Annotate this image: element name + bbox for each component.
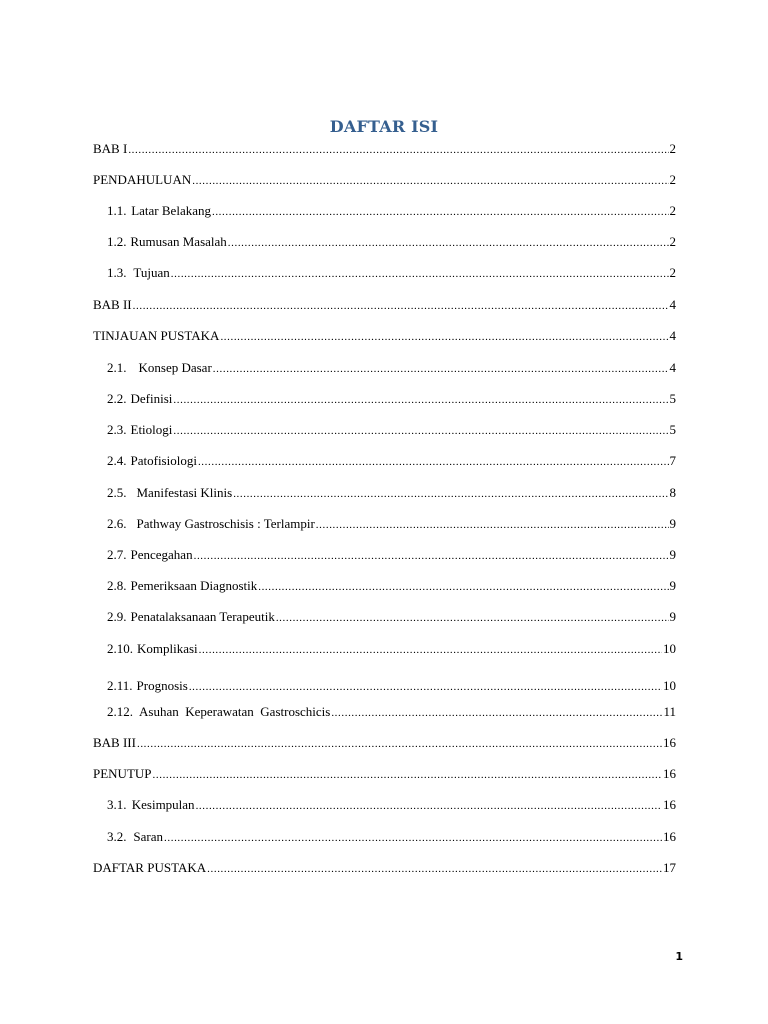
toc-entry-2-12[interactable]: [107, 704, 676, 722]
toc-entry-label: BAB I: [93, 141, 128, 156]
toc-entry-2-10[interactable]: [107, 641, 676, 659]
toc-entry-3-2[interactable]: [107, 829, 676, 847]
toc-entry-label: Prognosis: [136, 678, 188, 693]
toc-entry-label: PENUTUP: [93, 766, 152, 781]
toc-entry-label: BAB II: [93, 297, 132, 312]
toc-entry-number: 2.11.: [107, 678, 133, 693]
toc-entry-number: 2.6.: [107, 516, 127, 531]
toc-entry-2-3[interactable]: [107, 422, 676, 440]
toc-entry-page: 16: [663, 797, 676, 812]
toc-entry-label: Patofisiologi: [130, 453, 197, 468]
toc-entry-page: 8: [669, 485, 676, 500]
toc-entry-number: 2.1.: [107, 360, 127, 375]
dot-leader: [220, 331, 668, 343]
toc-entry-number: 2.4.: [107, 453, 127, 468]
toc-title: DAFTAR ISI: [329, 117, 439, 136]
dot-leader: [192, 175, 668, 187]
toc-entry-page: 11: [663, 704, 676, 719]
dot-leader: [173, 394, 668, 406]
toc-entry-2-7[interactable]: [107, 547, 676, 565]
toc-entry-page: 16: [663, 829, 676, 844]
toc-entry-label: Asuhan Keperawatan Gastroschicis: [139, 704, 331, 719]
toc-entry-2-5[interactable]: [107, 485, 676, 503]
toc-entry-2-1[interactable]: [107, 360, 676, 378]
toc-entry-label: BAB III: [93, 735, 136, 750]
toc-entry-label: Konsep Dasar: [138, 360, 212, 375]
toc-entry-number: 1.1.: [107, 203, 127, 218]
toc-entry-page: 9: [669, 547, 676, 562]
dot-leader: [153, 769, 662, 781]
dot-leader: [331, 707, 662, 719]
dot-leader: [228, 237, 669, 249]
toc-entry-2-8[interactable]: [107, 578, 676, 596]
toc-entry-number: 2.9.: [107, 609, 127, 624]
toc-entry-tinjauan-pustaka[interactable]: [93, 328, 676, 346]
dot-leader: [212, 206, 669, 218]
toc-entry-number: 3.1.: [107, 797, 127, 812]
toc-entry-page: 5: [669, 422, 676, 437]
toc-entry-page: 16: [663, 766, 676, 781]
dot-leader: [137, 738, 662, 750]
dot-leader: [258, 581, 668, 593]
toc-entry-label: Manifestasi Klinis: [136, 485, 233, 500]
toc-entry-number: 2.3.: [107, 422, 127, 437]
toc-entry-label: Pemeriksaan Diagnostik: [130, 578, 258, 593]
dot-leader: [233, 488, 668, 500]
toc-entry-daftar-pustaka[interactable]: [93, 860, 676, 878]
toc-entry-label: Pencegahan: [130, 547, 193, 562]
dot-leader: [213, 363, 669, 375]
toc-entry-3-1[interactable]: [107, 797, 676, 815]
toc-entry-penutup[interactable]: [93, 766, 676, 784]
dot-leader: [276, 612, 669, 624]
toc-entry-label: Definisi: [130, 391, 173, 406]
toc-entry-number: 2.8.: [107, 578, 127, 593]
toc-entry-2-9[interactable]: [107, 609, 676, 627]
toc-entry-2-2[interactable]: [107, 391, 676, 409]
toc-entry-number: 1.2.: [107, 234, 127, 249]
toc-entry-page: 2: [669, 172, 676, 187]
toc-entry-label: Rumusan Masalah: [130, 234, 227, 249]
toc-entry-label: Latar Belakang: [131, 203, 211, 218]
toc-entry-number: 1.3.: [107, 265, 127, 280]
dot-leader: [196, 800, 662, 812]
toc-entry-label: Tujuan: [133, 265, 170, 280]
toc-entry-page: 9: [669, 578, 676, 593]
toc-entry-label: Pathway Gastroschisis : Terlampir: [136, 516, 315, 531]
toc-entry-1-3[interactable]: [107, 265, 676, 283]
toc-entry-label: PENDAHULUAN: [93, 172, 192, 187]
toc-entry-page: 17: [663, 860, 676, 875]
toc-entry-label: Etiologi: [130, 422, 173, 437]
toc-entry-page: 4: [669, 360, 676, 375]
dot-leader: [171, 268, 669, 280]
toc-entry-page: 10: [663, 678, 676, 693]
toc-entry-2-11[interactable]: [107, 678, 676, 696]
toc-entry-page: 10: [663, 641, 676, 656]
toc-entry-page: 4: [669, 297, 676, 312]
dot-leader: [207, 863, 662, 875]
toc-entry-page: 4: [669, 328, 676, 343]
toc-entry-page: 2: [669, 234, 676, 249]
toc-entry-number: 2.5.: [107, 485, 127, 500]
toc-entry-label: TINJAUAN PUSTAKA: [93, 328, 220, 343]
toc-entry-label: Penatalaksanaan Terapeutik: [130, 609, 275, 624]
toc-entry-label: Komplikasi: [137, 641, 198, 656]
toc-entry-label: Kesimpulan: [131, 797, 195, 812]
toc-entry-page: 2: [669, 141, 676, 156]
toc-entry-1-1[interactable]: [107, 203, 676, 221]
toc-entry-page: 2: [669, 265, 676, 280]
toc-entry-2-6[interactable]: [107, 516, 676, 534]
toc-entry-bab-3[interactable]: [93, 735, 676, 753]
toc-entry-number: 2.10.: [107, 641, 133, 656]
toc-entry-label: DAFTAR PUSTAKA: [93, 860, 207, 875]
dot-leader: [199, 644, 662, 656]
toc-entry-page: 7: [669, 453, 676, 468]
toc-entry-page: 9: [669, 609, 676, 624]
dot-leader: [164, 832, 662, 844]
toc-entry-pendahuluan[interactable]: [93, 172, 676, 190]
toc-entry-page: 16: [663, 735, 676, 750]
dot-leader: [133, 300, 669, 312]
toc-entry-2-4[interactable]: [107, 453, 676, 471]
toc-entry-number: 3.2.: [107, 829, 127, 844]
toc-entry-page: 5: [669, 391, 676, 406]
dot-leader: [189, 681, 662, 693]
toc-entry-bab-1[interactable]: [93, 141, 676, 159]
dot-leader: [198, 456, 669, 468]
toc-entry-1-2[interactable]: [107, 234, 676, 252]
dot-leader: [128, 144, 668, 156]
toc-entry-page: 2: [669, 203, 676, 218]
toc-entry-number: 2.7.: [107, 547, 127, 562]
page-number: 1: [675, 950, 683, 963]
dot-leader: [316, 519, 669, 531]
toc-entry-page: 9: [669, 516, 676, 531]
toc-entry-label: Saran: [133, 829, 164, 844]
dot-leader: [194, 550, 669, 562]
toc-entry-number: 2.12.: [107, 704, 133, 719]
dot-leader: [173, 425, 668, 437]
toc-entry-number: 2.2.: [107, 391, 127, 406]
toc-entry-bab-2[interactable]: [93, 297, 676, 315]
